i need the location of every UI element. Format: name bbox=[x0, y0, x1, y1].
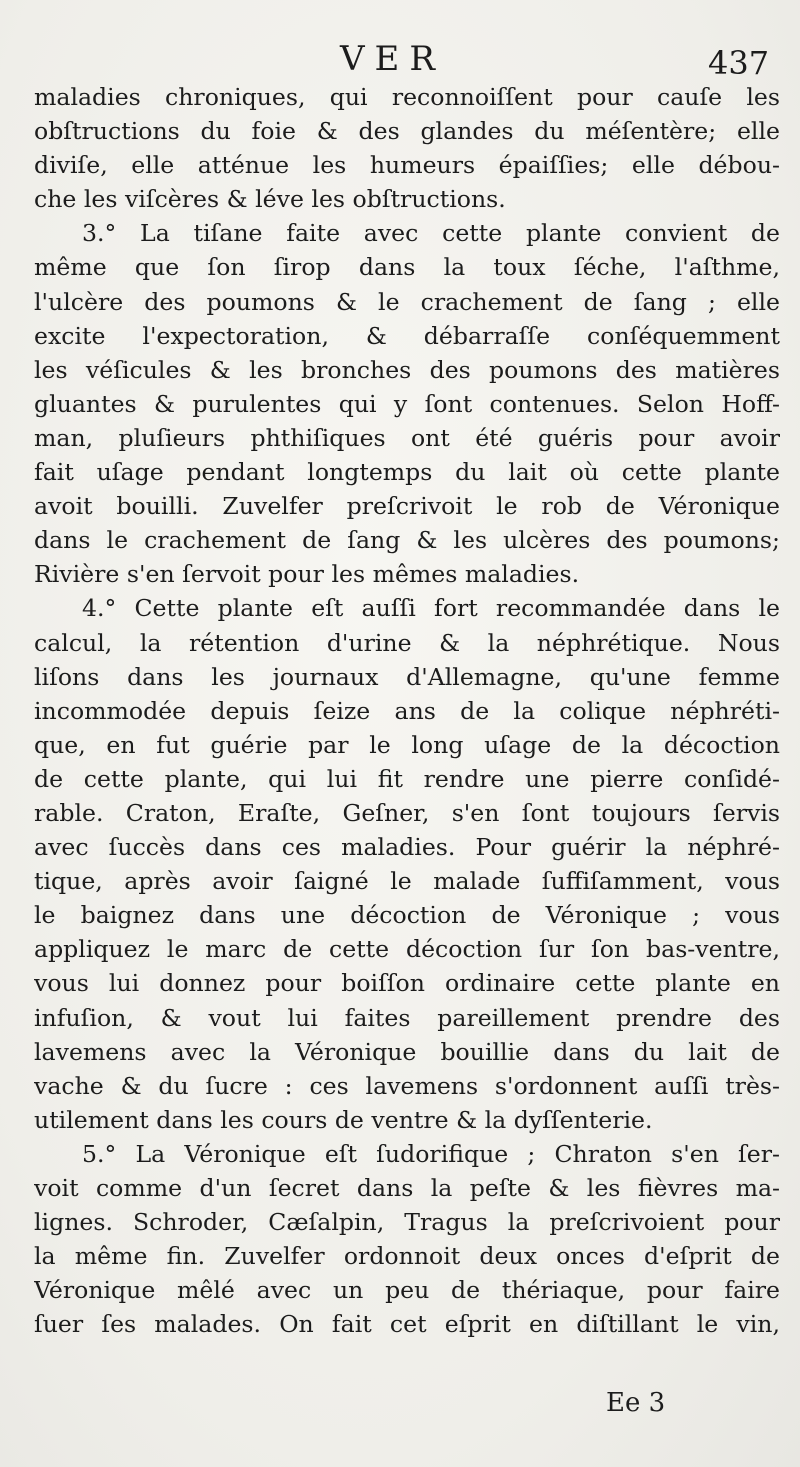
paragraph-start-line: 3.° La tiſane faite avec cette plante convient de bbox=[82, 219, 780, 248]
text-line: avec ſuccès dans ces maladies. Pour guérir la néphré- bbox=[34, 833, 780, 862]
body-text bbox=[34, 80, 780, 1341]
text-line: vache & du ſucre : ces lavemens s'ordonnent auſſi très- bbox=[34, 1071, 780, 1100]
text-line: vous lui donnez pour boiſſon ordinaire cette plante en bbox=[34, 969, 780, 998]
paragraph-start-line: 5.° La Véronique eſt ſudorifique ; Chraton s'en ſer- bbox=[82, 1139, 780, 1168]
text-line: utilement dans les cours de ventre & la dyſſenterie. bbox=[34, 1105, 653, 1134]
running-head bbox=[0, 36, 800, 82]
page-number: 437 bbox=[708, 44, 770, 82]
text-line: diviſe, elle atténue les humeurs épaiſſies; elle débou- bbox=[34, 151, 780, 180]
text-line: excite l'expectoration, & débarraſſe conſéquemment bbox=[34, 321, 780, 350]
text-line: incommodée depuis ſeize ans de la colique néphréti- bbox=[34, 696, 780, 725]
signature-mark: Ee 3 bbox=[606, 1388, 666, 1418]
text-line: lavemens avec la Véronique bouillie dans du lait de bbox=[34, 1037, 780, 1066]
text-line: même que ſon ſirop dans la toux ſéche, l'aſthme, bbox=[34, 253, 780, 282]
text-line: liſons dans les journaux d'Allemagne, qu'une femme bbox=[34, 662, 780, 691]
text-line: calcul, la rétention d'urine & la néphrétique. Nous bbox=[34, 628, 780, 657]
text-line: appliquez le marc de cette décoction ſur ſon bas-ventre, bbox=[34, 935, 780, 964]
text-line: de cette plante, qui lui fit rendre une pierre conſidé- bbox=[34, 764, 780, 793]
text-line: voit comme d'un ſecret dans la peſte & les fièvres ma- bbox=[34, 1174, 780, 1202]
paragraph-start-line: 4.° Cette plante eſt auſſi fort recommandée dans le bbox=[82, 594, 780, 623]
text-line: ſuer ſes malades. On fait cet eſprit en diſtillant le vin, bbox=[34, 1310, 780, 1339]
text-line: lignes. Schroder, Cæſalpin, Tragus la preſcrivoient pour bbox=[34, 1208, 780, 1237]
text-line: man, pluſieurs phthiſiques ont été guéris pour avoir bbox=[34, 423, 780, 452]
text-line: Véronique mêlé avec un peu de thériaque, pour faire bbox=[34, 1276, 780, 1305]
text-line: la même fin. Zuvelfer ordonnoit deux onces d'eſprit de bbox=[34, 1242, 780, 1271]
text-line: obſtructions du foie & des glandes du méſentère; elle bbox=[34, 117, 780, 146]
text-line: avoit bouilli. Zuvelfer preſcrivoit le rob de Véronique bbox=[34, 492, 780, 521]
text-line: le baignez dans une décoction de Véronique ; vous bbox=[34, 901, 780, 930]
text-line: rable. Craton, Eraſte, Geſner, s'en ſont toujours ſervis bbox=[34, 798, 780, 827]
text-line: infuſion, & vout lui faites pareillement prendre des bbox=[34, 1003, 780, 1032]
text-line: maladies chroniques, qui reconnoiſſent pour cauſe les bbox=[34, 83, 780, 111]
text-line: fait uſage pendant longtemps du lait où cette plante bbox=[34, 458, 780, 487]
text-line: Rivière s'en ſervoit pour les mêmes maladies. bbox=[34, 560, 580, 589]
text-line: dans le crachement de ſang & les ulcères des poumons; bbox=[34, 526, 780, 555]
text-line: tique, après avoir ſaigné le malade ſuffiſamment, vous bbox=[34, 867, 780, 896]
text-line: les véſicules & les bronches des poumons des matières bbox=[34, 355, 780, 384]
text-line: l'ulcère des poumons & le crachement de ſang ; elle bbox=[34, 287, 780, 316]
text-line: che les viſcères & léve les obſtructions. bbox=[34, 185, 506, 214]
text-line: que, en fut guérie par le long uſage de la décoction bbox=[34, 730, 780, 759]
running-title: VER bbox=[340, 39, 445, 79]
text-line: gluantes & purulentes qui y ſont contenues. Selon Hoff- bbox=[34, 389, 780, 418]
